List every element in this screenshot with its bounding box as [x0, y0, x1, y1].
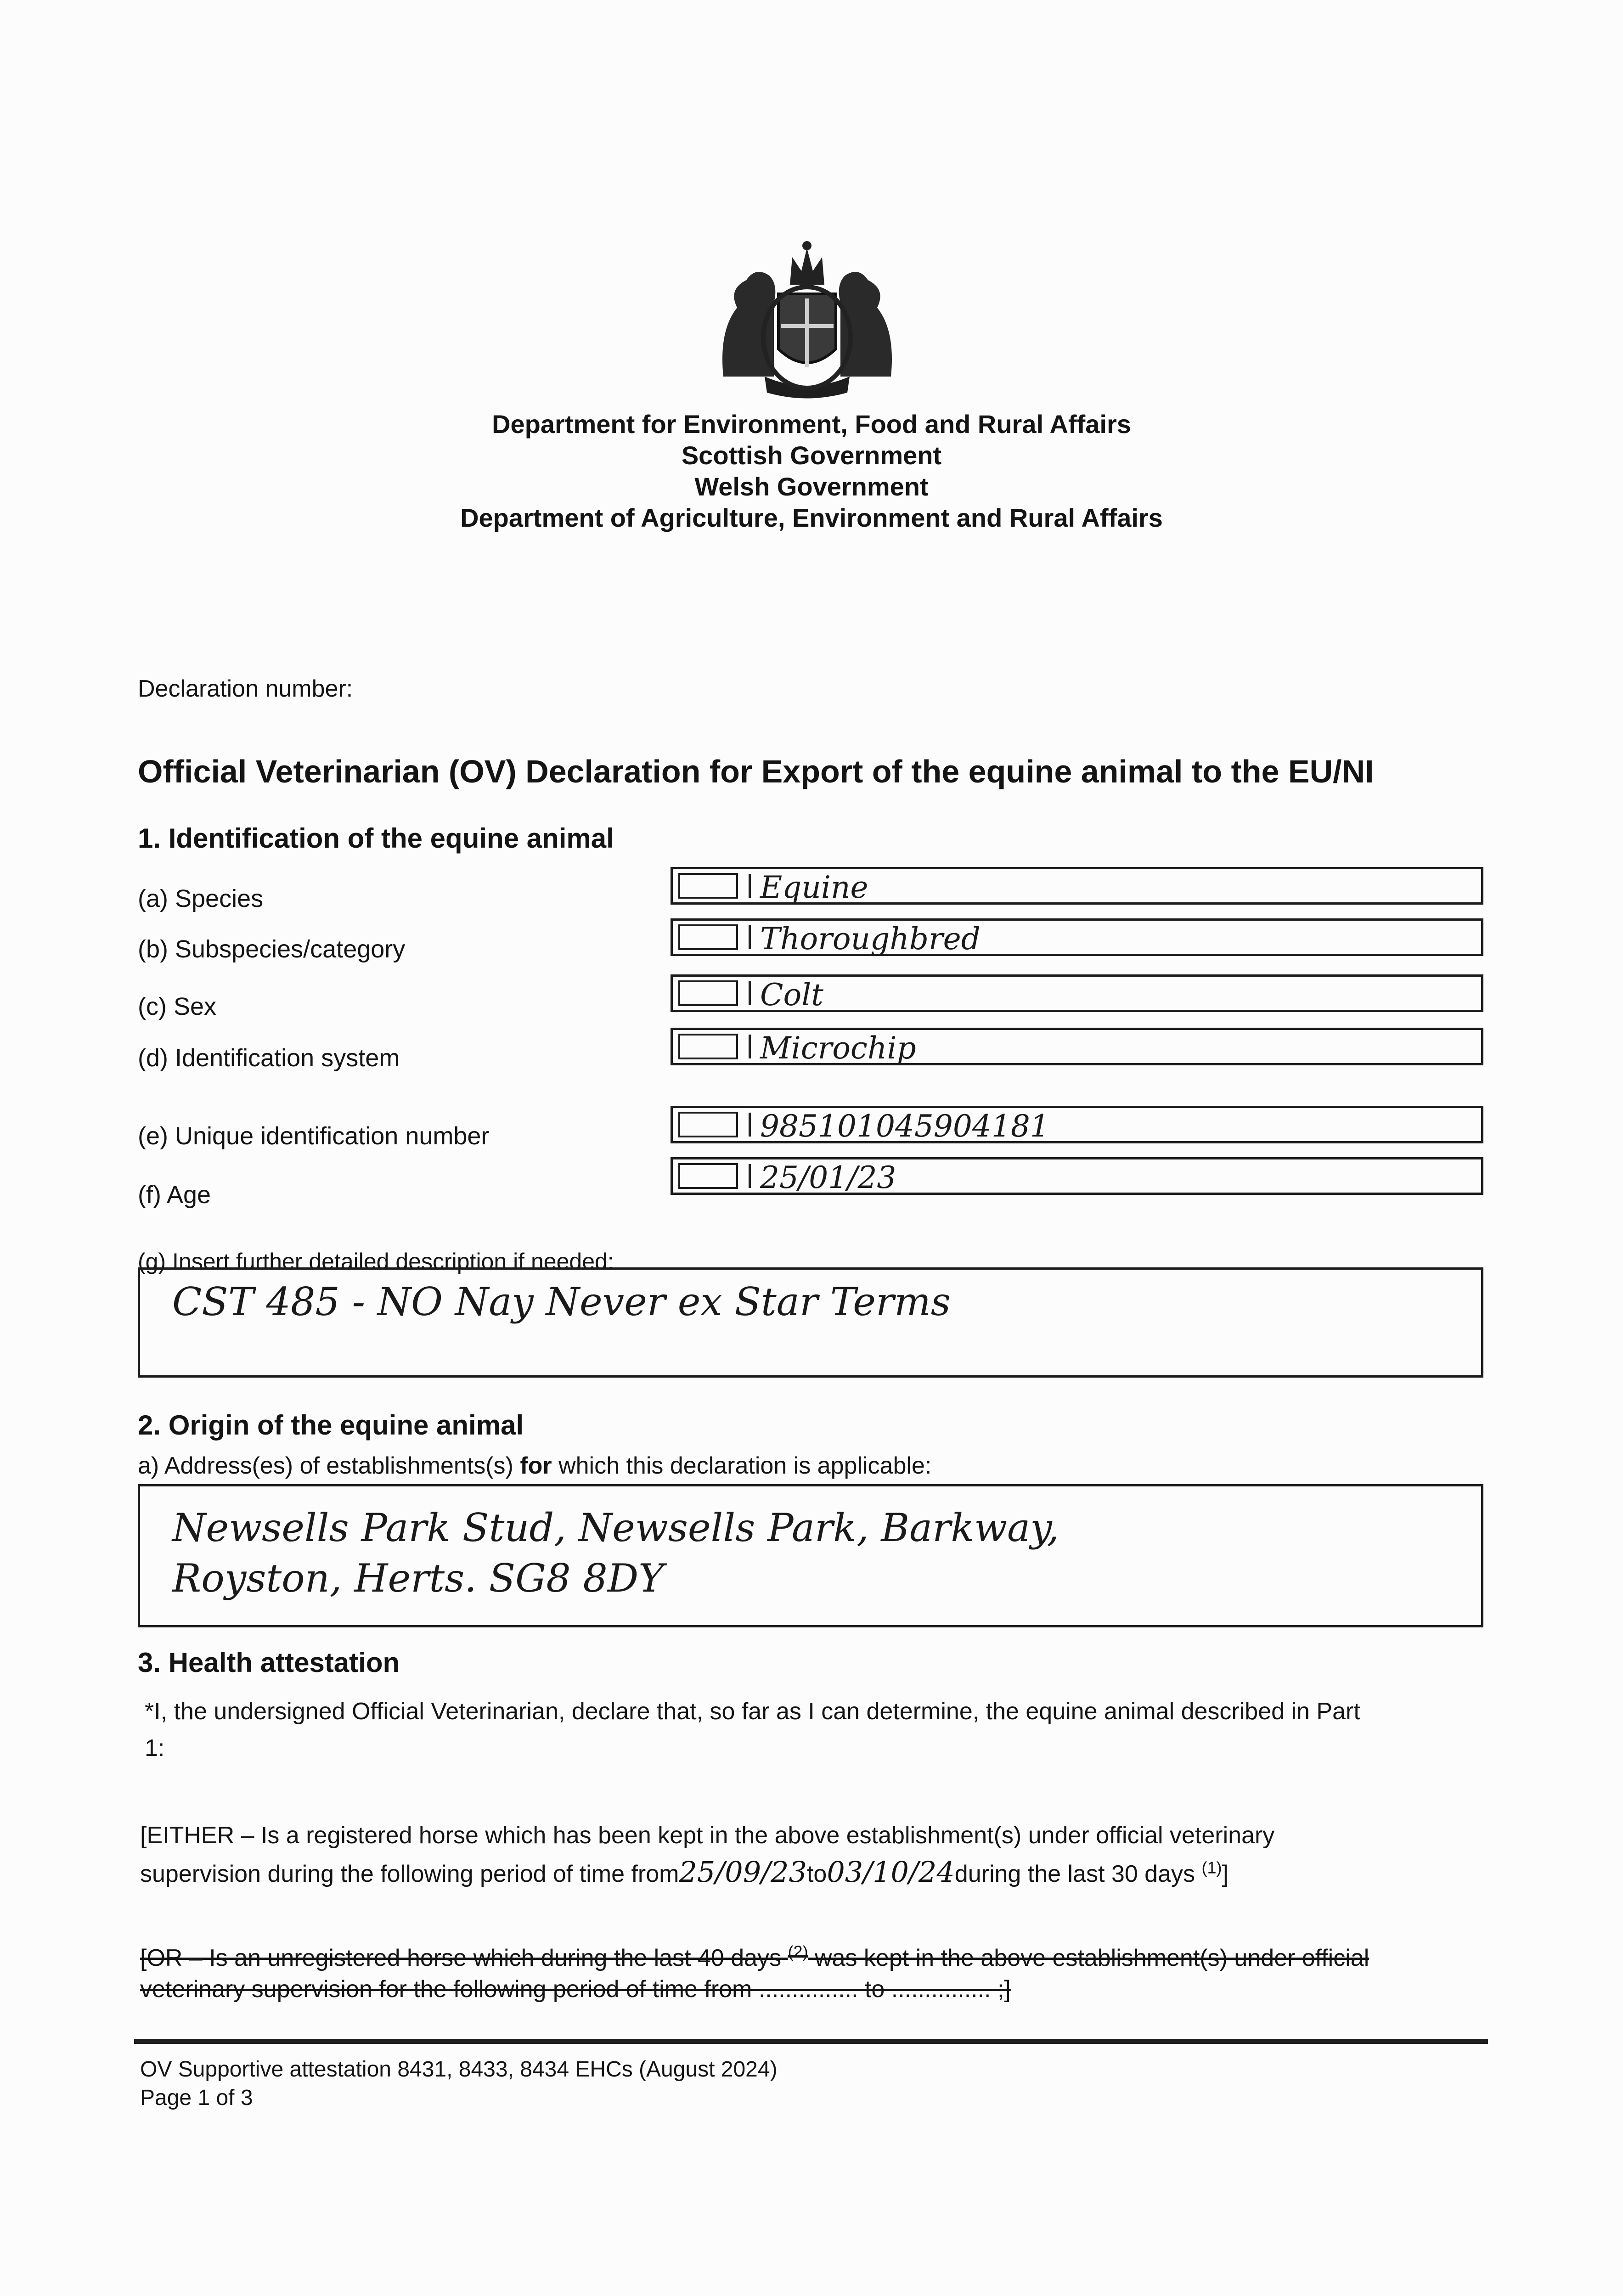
- or-clause-text: [OR – Is an unregistered horse which during the last 40 days: [140, 1945, 782, 1971]
- address-label-pre: a) Address(es) of establishments(s): [138, 1452, 520, 1479]
- sex-field[interactable]: [671, 974, 1483, 1012]
- declaration-number-label: Declaration number:: [138, 675, 353, 702]
- age-value: 25/01/23: [760, 1160, 896, 1195]
- age-field[interactable]: [671, 1157, 1483, 1195]
- address-label-emphasis: for: [520, 1452, 552, 1479]
- section-2-heading: 2. Origin of the equine animal: [138, 1410, 524, 1441]
- either-clause-line-1: [EITHER – Is a registered horse which has been kept in the above establishment(s) under official veterinary: [140, 1822, 1275, 1849]
- unique-id-field-marker: [749, 1113, 751, 1137]
- identification-system-label: (d) Identification system: [138, 1044, 400, 1072]
- or-footnote-marker: (2): [788, 1942, 808, 1961]
- either-clause-close: ]: [1222, 1861, 1229, 1887]
- department-heading-daera: Department of Agriculture, Environment and Rural Affairs: [460, 503, 1163, 532]
- species-label: (a) Species: [138, 885, 264, 912]
- description-field[interactable]: [138, 1267, 1483, 1378]
- department-heading-scottish-government: Scottish Government: [681, 441, 942, 470]
- species-field[interactable]: [671, 867, 1483, 905]
- either-clause-prefix: supervision during the following period of time from: [140, 1861, 679, 1887]
- or-clause-text-post: was kept in the above establishment(s) under official: [808, 1945, 1369, 1971]
- unique-id-field-checkbox: [678, 1112, 738, 1137]
- footer-divider: [134, 2039, 1488, 2044]
- address-label-post: which this declaration is applicable:: [552, 1452, 932, 1479]
- sex-field-marker: [749, 981, 751, 1005]
- identification-system-field-checkbox: [678, 1034, 738, 1059]
- species-field-checkbox: [678, 873, 738, 899]
- or-clause-line-1: [140, 1943, 1369, 1973]
- address-line-2: Royston, Herts. SG8 8DY: [172, 1556, 664, 1601]
- subspecies-field-checkbox: [678, 924, 738, 950]
- unique-id-field[interactable]: [671, 1106, 1483, 1143]
- identification-system-value: Microchip: [760, 1030, 916, 1066]
- unique-id-label: (e) Unique identification number: [138, 1122, 490, 1150]
- either-to-label: to: [806, 1861, 827, 1887]
- footer-form-reference: OV Supportive attestation 8431, 8433, 8434 EHCs (August 2024): [140, 2057, 778, 2082]
- subspecies-field-marker: [749, 925, 751, 949]
- or-clause-line-2: veterinary supervision for the following period of time from ............... to ............... ;]: [140, 1976, 1011, 2003]
- department-heading-welsh-government: Welsh Government: [694, 472, 929, 501]
- department-heading-defra: Department for Environment, Food and Rural Affairs: [492, 410, 1131, 439]
- royal-coat-of-arms-logo: [710, 239, 905, 404]
- document-title: Official Veterinarian (OV) Declaration for Export of the equine animal to the EU/NI: [138, 754, 1374, 789]
- either-clause-suffix: during the last 30 days: [954, 1861, 1195, 1887]
- age-label: (f) Age: [138, 1181, 211, 1209]
- identification-system-field[interactable]: [671, 1028, 1483, 1065]
- either-footnote-marker: (1): [1201, 1858, 1222, 1877]
- section-1-heading: 1. Identification of the equine animal: [138, 823, 614, 854]
- either-clause-line-2: [140, 1857, 1229, 1889]
- health-attestation-intro-line-2: 1:: [145, 1735, 165, 1761]
- sex-field-checkbox: [678, 980, 738, 1006]
- sex-value: Colt: [760, 977, 823, 1013]
- address-line-1: Newsells Park Stud, Newsells Park, Barkway,: [172, 1505, 1059, 1550]
- section-3-heading: 3. Health attestation: [138, 1647, 400, 1678]
- health-attestation-intro-line-1: *I, the undersigned Official Veterinarian, declare that, so far as I can determine, the equine animal described in Part: [145, 1698, 1360, 1725]
- age-field-marker: [749, 1164, 751, 1188]
- age-field-checkbox: [678, 1163, 738, 1189]
- subspecies-label: (b) Subspecies/category: [138, 935, 406, 963]
- either-from-date[interactable]: 25/09/23: [679, 1855, 807, 1889]
- address-label: [138, 1451, 931, 1480]
- species-value: Equine: [760, 870, 868, 905]
- unique-id-value: 985101045904181: [760, 1109, 1049, 1144]
- sex-label: (c) Sex: [138, 993, 217, 1020]
- subspecies-field[interactable]: [671, 918, 1483, 956]
- either-to-date[interactable]: 03/10/24: [827, 1855, 955, 1889]
- address-field[interactable]: [138, 1484, 1483, 1627]
- footer-page-number: Page 1 of 3: [140, 2086, 253, 2110]
- identification-system-field-marker: [749, 1035, 751, 1058]
- species-field-marker: [749, 874, 751, 898]
- description-value: CST 485 - NO Nay Never ex Star Terms: [172, 1279, 951, 1324]
- subspecies-value: Thoroughbred: [760, 921, 981, 957]
- description-label: (g) Insert further detailed description if needed:: [138, 1249, 614, 1274]
